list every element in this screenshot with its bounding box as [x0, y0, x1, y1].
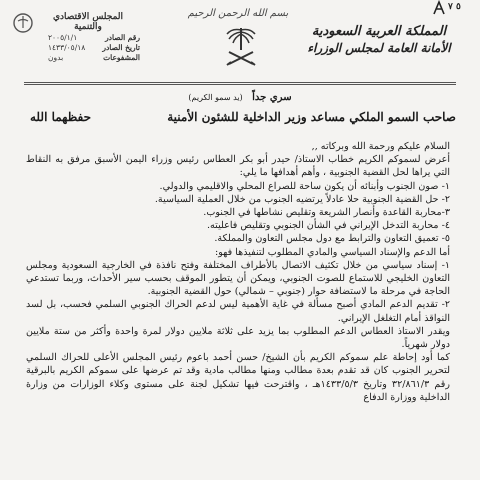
classification-label: سري جداً	[252, 92, 292, 103]
meta-value: ١٤٣٣/٠٥/١٨	[48, 43, 86, 52]
meta-value: بدون	[48, 53, 64, 62]
header-divider	[24, 82, 456, 83]
support-item: ٢- تقديم الدعم المادي أصبح مسألة في غاية الأهمية ليس لدعم الحراك الجنوبي السلمي فحسب، بل لسد النواقذ أمام التغلغل الإيراني.	[26, 299, 450, 324]
meta-value: ٢٠٠٥/١/١	[48, 33, 78, 42]
ministry-logo-text: المجلس الاقتصادي والتنمية	[52, 12, 124, 32]
meta-key: رقم الصادر	[105, 33, 140, 42]
meta-row-date	[48, 43, 140, 53]
meta-row-number	[48, 33, 140, 43]
goal-item: ١- صون الجنوب وأبنائه أن يكون ساحة للصراع المحلي والاقليمي والدولي.	[159, 180, 450, 192]
classification	[160, 92, 320, 103]
amount-paragraph: ويقدر الاستاذ العطاس الدعم المطلوب بما يزيد على ثلاثة ملايين دولار لمرة واحدة وأكثر من ستة ملايين دولار شهرياً.	[26, 325, 450, 351]
letterhead-left	[38, 12, 138, 32]
kingdom-name: المملكة العربية السعودية	[311, 24, 447, 39]
letter-body	[26, 140, 450, 404]
classification-sub: (يد سمو الكريم)	[188, 93, 243, 102]
intro-paragraph: أعرض لسموكم الكريم خطاب الاستاذ/ حيدر أبو بكر العطاس رئيس وزراء اليمن الأسبق مرفق به النقاط التي يراها لحل القضية الجنوبية ، وأهم أهدافها ما يلي:	[26, 154, 450, 179]
saudi-emblem-icon	[224, 24, 258, 68]
goal-item: ٤- محاربة التدخل الإيراني في الشأن الجنوبي وتقليص فاعليته.	[206, 220, 450, 232]
meta-row-attachments	[48, 53, 140, 63]
addressee-line	[30, 110, 456, 124]
document-meta	[48, 33, 140, 63]
handwritten-mark-icon	[432, 0, 446, 16]
header-divider	[24, 84, 456, 85]
meta-key: المشفوعات	[103, 53, 140, 62]
basmala: بسم الله الرحمن الرحيم	[187, 8, 289, 19]
letterhead-right	[294, 24, 464, 55]
support-item: ١- إسناد سياسي من خلال تكثيف الاتصال بالأطراف المختلفة وفتح نافذة في الخارجية السعودية ومجلس التعاون الخليجي للاستماع للصوت الجنوبي، ويمكن أن يتطور الموقف بحسب سير الأحداث، وربما تستدعي الحاجة في مرحلة ما لاستضافة حوار (جنوبي – شمالي) حول القضية الجنوبية.	[26, 259, 450, 298]
support-intro: أما الدعم والإسناد السياسي والمادي المطلوب لتنفيذها فهو:	[214, 246, 450, 258]
ministry-logo-icon	[12, 12, 34, 34]
goal-item: ٥- تعميق التعاون والترابط مع دول مجلس التعاون والمملكة.	[214, 233, 450, 245]
addressee-title: صاحب السمو الملكي مساعد وزير الداخلية للشئون الأمنية	[167, 110, 456, 124]
goal-item: ٢- حل القضية الجنوبية حلا عادلاً يرتضيه الجنوب من خلال العملية السياسية.	[154, 193, 450, 205]
meta-key: تاريخ الصادر	[102, 43, 140, 52]
closing-paragraph: كما أود إحاطة علم سموكم الكريم بأن الشيخ/ حسن أحمد باعوم رئيس المجلس الأعلى للحراك السلمي لتحرير الجنوب كان قد تقدم بعدة مطالب ومنها مطالب مادية وقد تم عرضها على سموكم الكريم بالبرقية رقم ٣٢/٨٦١/٣ وتاريخ ١٤٣٣/٥/٣هـ ، واقترحت فيها تشكيل لجنة على مستوى وكلاء الوزارات من وزارة الداخلية ووزارة الدفاع	[26, 352, 451, 403]
addressee-honorific: حفظهما الله	[30, 110, 92, 124]
corner-stamp: ٥ ٧	[448, 2, 461, 12]
goal-item: ٣-محاربة القاعدة وأنصار الشريعة وتقليص نشاطها في الجنوب.	[203, 207, 450, 219]
council-name: الأمانة العامة لمجلس الوزراء	[307, 41, 451, 55]
greeting: السلام عليكم ورحمة الله وبركاته ,,	[311, 141, 450, 152]
